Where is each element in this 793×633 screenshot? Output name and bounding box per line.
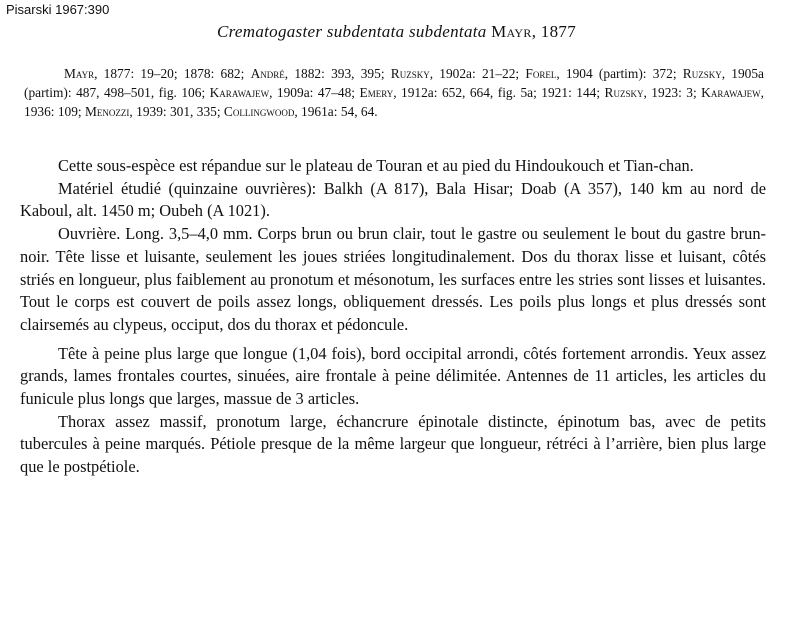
ref-citation: , 1923: 3; — [643, 85, 702, 100]
ref-author: Ruzsky — [682, 66, 722, 81]
ref-citation: , 1939: 301, 335; — [129, 104, 224, 119]
ref-author: Mayr — [64, 66, 95, 81]
ref-citation: , 1912a: 652, 664, fig. 5a; 1921: 144; — [393, 85, 605, 100]
ref-citation: , 1905a (partim): 487, 498–501, fig. 106; — [24, 66, 765, 100]
ref-author: Ruzsky — [604, 85, 644, 100]
ref-citation: , 1902a: 21–22; — [429, 66, 526, 81]
paragraph-head: Tête à peine plus large que longue (1,04 fois), bord occipital arrondi, côtés fortement arrondis. Yeux assez grands, lames frontales courtes, sinuées, aire frontale à peine délimitée. Antennes de 11 articles, les articles du funicule plus longs que larges, massue de 3 articles. — [20, 343, 766, 409]
synonymy-references — [24, 64, 764, 121]
ref-citation: , 1909a: 47–48; — [269, 85, 360, 100]
ref-citation: , 1961a: 54, 64. — [294, 104, 378, 119]
ref-author: Collingwood — [223, 104, 295, 119]
paragraph-thorax: Thorax assez massif, pronotum large, échancrure épinotale distincte, épinotum bas, avec de petits tubercules à peine marqués. Pétiole presque de la même largeur que longueur, rétréci à l’arrière, bien plus large que le postpétiole. — [20, 411, 766, 477]
paragraph-material: Matériel étudié (quinzaine ouvrières): Balkh (A 817), Bala Hisar; Doab (A 357), 140 km au nord de Kaboul, alt. 1450 m; Oubeh (A 1021). — [20, 178, 766, 221]
ref-citation: , 1936: 109; — [24, 85, 764, 119]
taxon-title — [0, 22, 793, 42]
ref-citation: , 1882: 393, 395; — [284, 66, 391, 81]
paragraph-worker: Ouvrière. Long. 3,5–4,0 mm. Corps brun ou brun clair, tout le gastre ou seulement le bout du gastre brun-noir. Tête lisse et luisante, seulement les joues striées longitudinalement. Dos du thorax lisse et luisant, côtés striés en longueur, plus faiblement au pronotum et mésonotum, les surfaces entre les stries sont lisses et luisantes. Tout le corps est couvert de poils assez longs, obliquement dressés. Les poils plus longs et plus dressés sont clairsemés au clypeus, occiput, dos du thorax et pédoncule. — [20, 224, 766, 334]
ref-author: André — [250, 66, 285, 81]
ref-author: Ruzsky — [390, 66, 430, 81]
author-name: Mayr — [491, 22, 532, 41]
paragraph-distribution: Cette sous-espèce est répandue sur le plateau de Touran et au pied du Hindoukouch et Tian-chan. — [58, 156, 694, 175]
description-body — [20, 155, 766, 479]
ref-author: Karawajew — [701, 85, 761, 100]
ref-author: Menozzi — [85, 104, 130, 119]
ref-citation: , 1904 (partim): 372; — [556, 66, 683, 81]
ref-author: Emery — [359, 85, 394, 100]
species-name: Crematogaster subdentata subdentata — [216, 22, 487, 41]
ref-author: Forel — [525, 66, 557, 81]
ref-author: Karawajew — [209, 85, 270, 100]
author-year: , 1877 — [531, 22, 577, 41]
ref-citation: , 1877: 19–20; 1878: 682; — [94, 66, 251, 81]
page-reference-label: Pisarski 1967:390 — [6, 2, 110, 17]
